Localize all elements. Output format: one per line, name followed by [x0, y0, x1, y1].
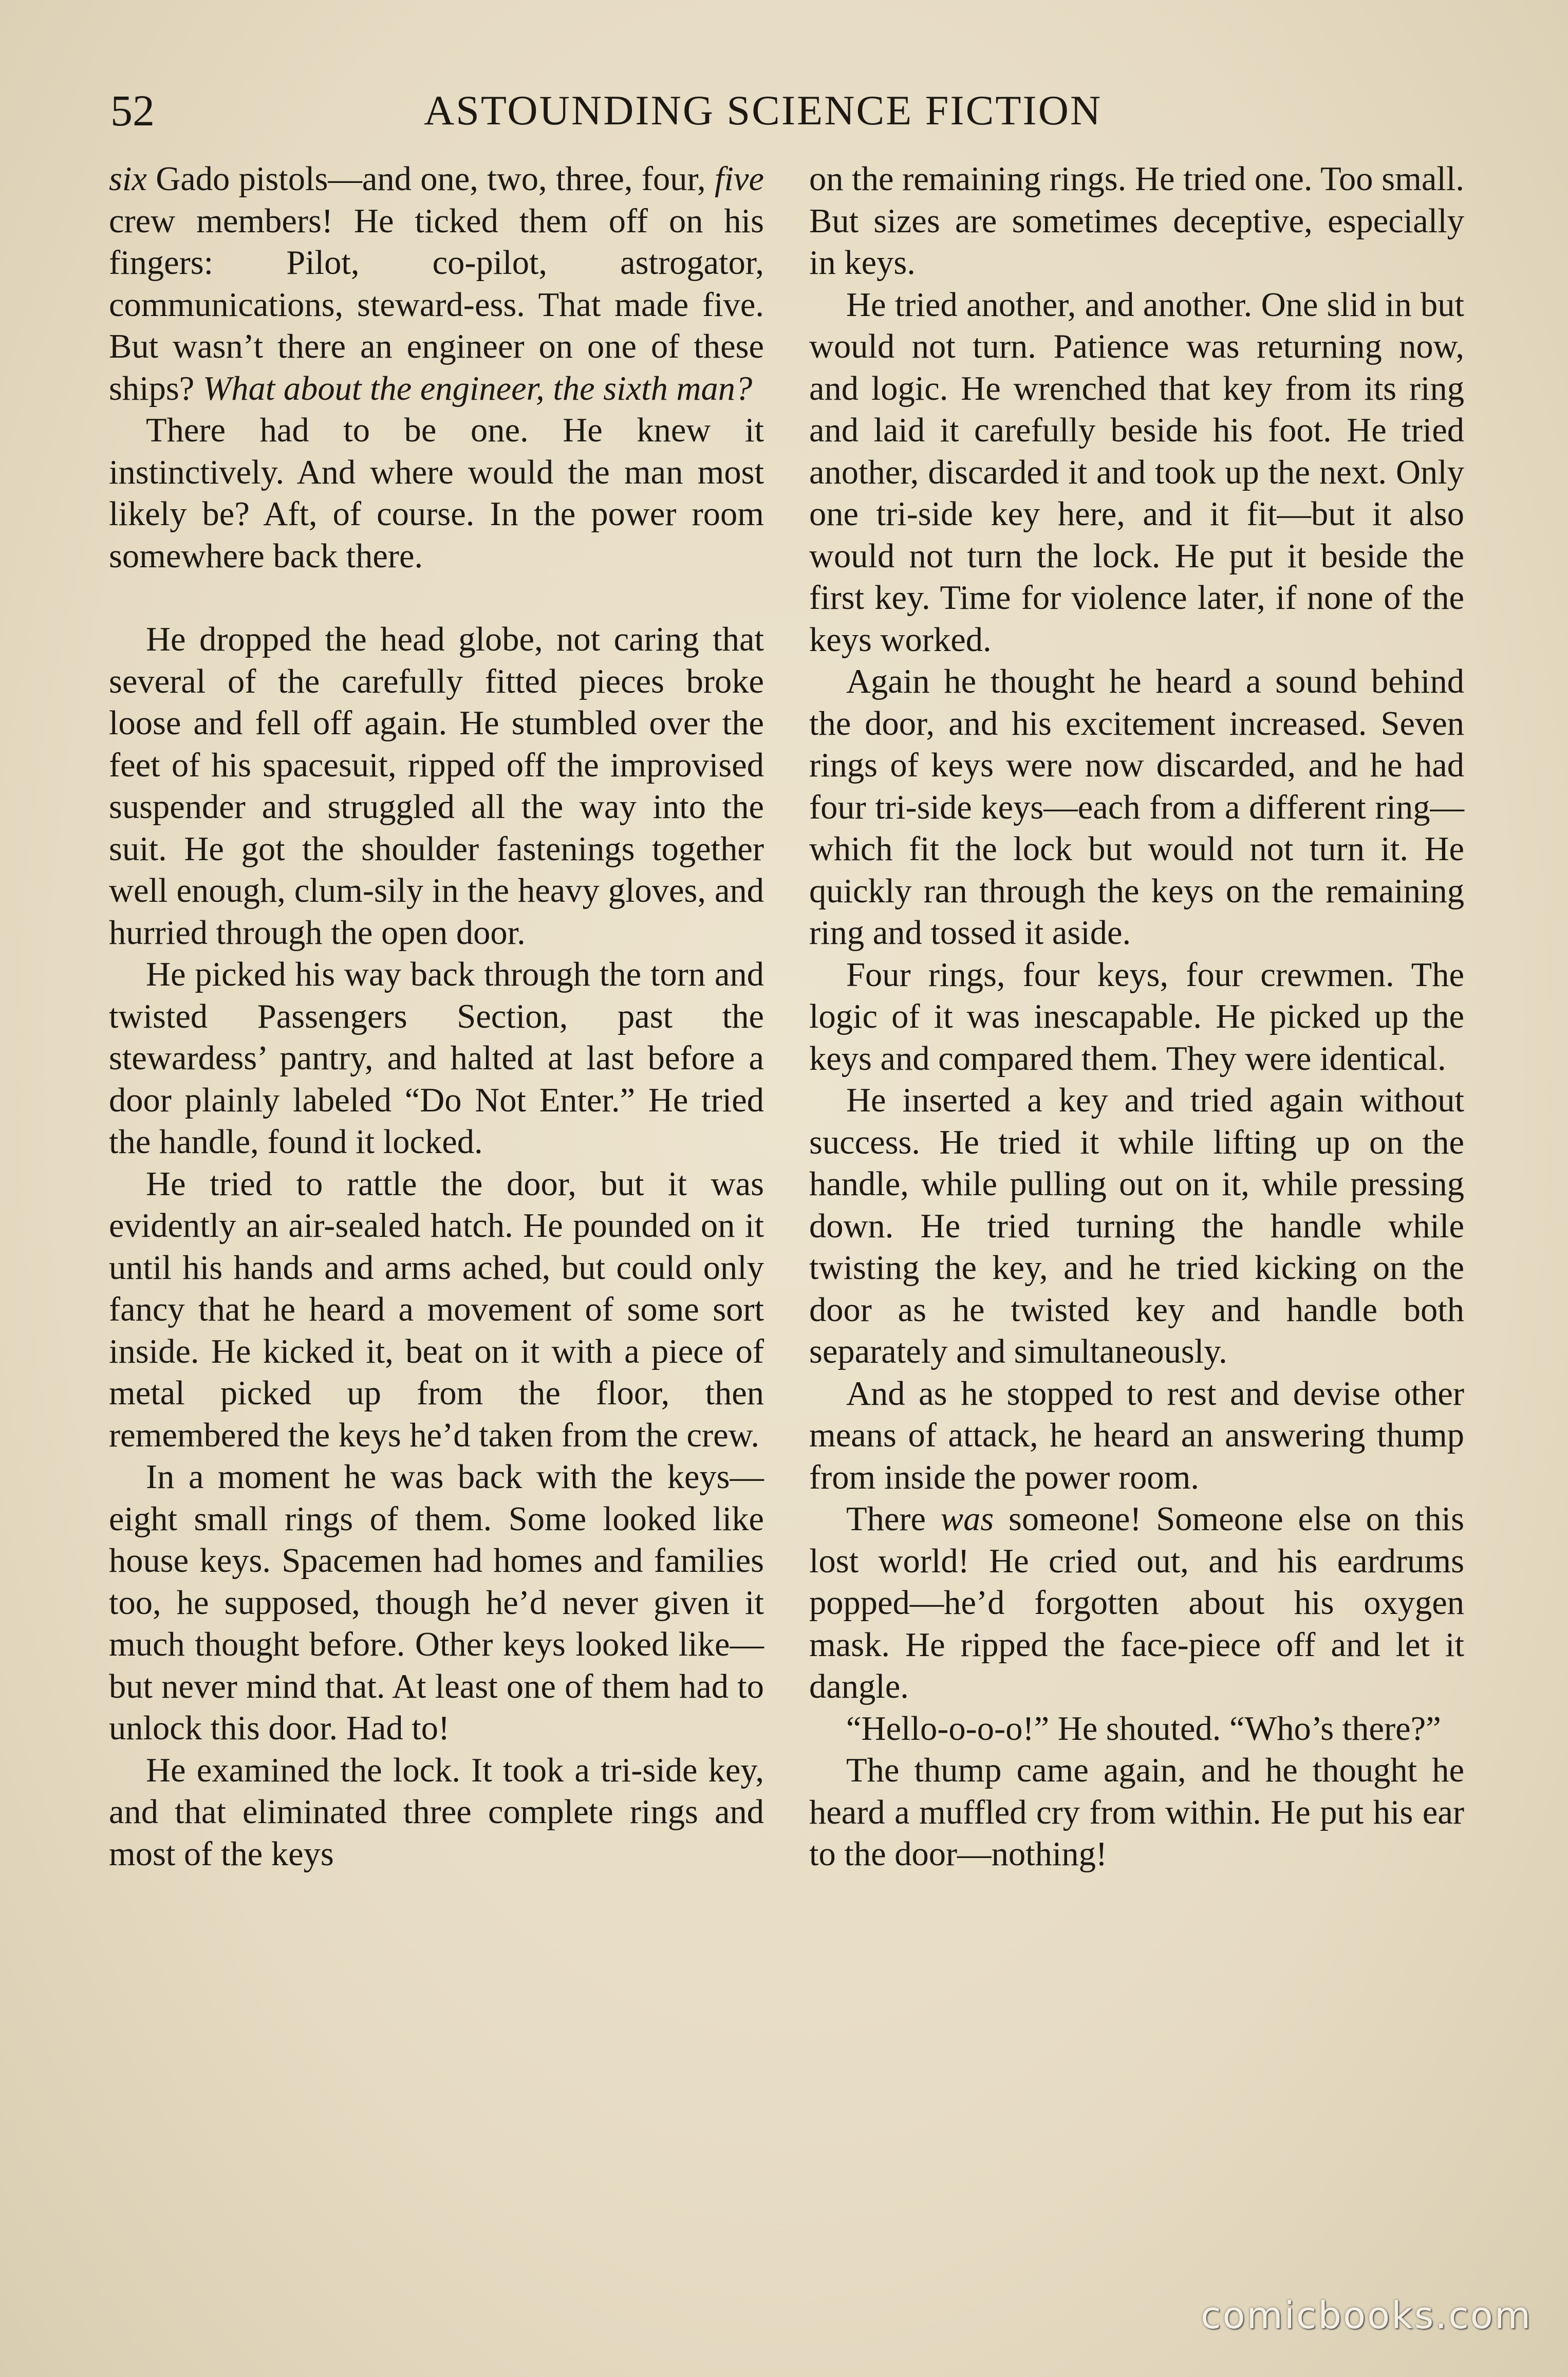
paragraph: He inserted a key and tried again without success. He tried it while lifting up on the handle, while pulling out on it, while pressing down. He tried turning the handle while twisting the key, and he tried kicking on the door as he twisted key and handle both separately and simultaneously. [809, 1082, 1464, 1370]
paragraph-text: someone! Someone else on this lost world! He cried out, and his eardrums popped—he’d forgotten about his oxygen mask. He ripped the face-piece off and let it dangle. [809, 1500, 1464, 1705]
page-header [110, 77, 1470, 149]
paragraph: on the remaining rings. He tried one. Too small. But sizes are sometimes deceptive, especially in keys. [809, 160, 1464, 282]
italic-text: five [715, 160, 764, 198]
paragraph: He picked his way back through the torn and twisted Passengers Section, past the stewardess’ pantry, and halted at last before a door plainly labeled “Do Not Enter.” He tried the handle, found it locked. [109, 956, 764, 1161]
page-number: 52 [110, 86, 155, 135]
italic-text: six [109, 160, 147, 198]
paragraph [809, 1498, 1464, 1708]
paragraph: In a moment he was back with the keys—eight small rings of them. Some looked like house keys. Spacemen had homes and families too, he supposed, though he’d never given it much thought before. Other keys looked like—but never mind that. At least one of them had to unlock this door. Had to! [109, 1458, 764, 1747]
paragraph: There had to be one. He knew it instinctively. And where would the man most likely be? Aft, of course. In the power room somewhere back there. [109, 412, 764, 575]
paragraph: He tried to rattle the door, but it was evidently an air-sealed hatch. He pounded on it until his hands and arms ached, but could only fancy that he heard a movement of some sort inside. He kicked it, beat on it with a piece of metal picked up from the floor, then remembered the keys he’d taken from the crew. [109, 1165, 764, 1454]
paragraph: The thump came again, and he thought he heard a muffled cry from within. He put his ear to the door—nothing! [809, 1752, 1464, 1873]
paragraph-text: crew members! He ticked them off on his fingers: Pilot, co-pilot, astrogator, communications, steward-ess. That made five. But wasn’t there an engineer on one of these ships? [109, 202, 764, 407]
paragraph [109, 158, 764, 410]
paragraph-text: There [846, 1500, 941, 1538]
paragraph: Again he thought he heard a sound behind the door, and his excitement increased. Seven rings of keys were now discarded, and he had four tri-side keys—each from a different ring—which fit the lock but would not turn it. He quickly ran through the keys on the remaining ring and tossed it aside. [809, 663, 1464, 952]
paragraph: He tried another, and another. One slid in but would not turn. Patience was returning now, and logic. He wrenched that key from its ring and laid it carefully beside his foot. He tried another, discarded it and took up the next. Only one tri-side key here, and it fit—but it also would not turn the lock. He put it beside the first key. Time for violence later, if none of the keys worked. [809, 286, 1464, 659]
paragraph: And as he stopped to rest and devise other means of attack, he heard an answering thump from inside the power room. [809, 1375, 1464, 1496]
paragraph: He dropped the head globe, not caring that several of the carefully fitted pieces broke loose and fell off again. He stumbled over the feet of his spacesuit, ripped off the improvised suspender and struggled all the way into the suit. He got the shoulder fastenings together well enough, clum-sily in the heavy gloves, and hurried through the open door. [109, 621, 764, 952]
right-column [809, 158, 1464, 1875]
paragraph: “Hello-o-o-o!” He shouted. “Who’s there?” [846, 1710, 1441, 1748]
paragraph-text: Gado pistols—and one, two, three, four, [146, 160, 715, 198]
italic-text: What about the engineer, the sixth man? [202, 369, 753, 407]
italic-text: was [940, 1500, 994, 1538]
watermark: comicbooks.com [1200, 2294, 1532, 2337]
paragraph: Four rings, four keys, four crewmen. The logic of it was inescapable. He picked up the keys and compared them. They were identical. [809, 956, 1464, 1078]
left-column [109, 158, 764, 1875]
paragraph: He examined the lock. It took a tri-side key, and that eliminated three complete rings and most of the keys [109, 1751, 764, 1873]
running-title: ASTOUNDING SCIENCE FICTION [424, 87, 1103, 134]
